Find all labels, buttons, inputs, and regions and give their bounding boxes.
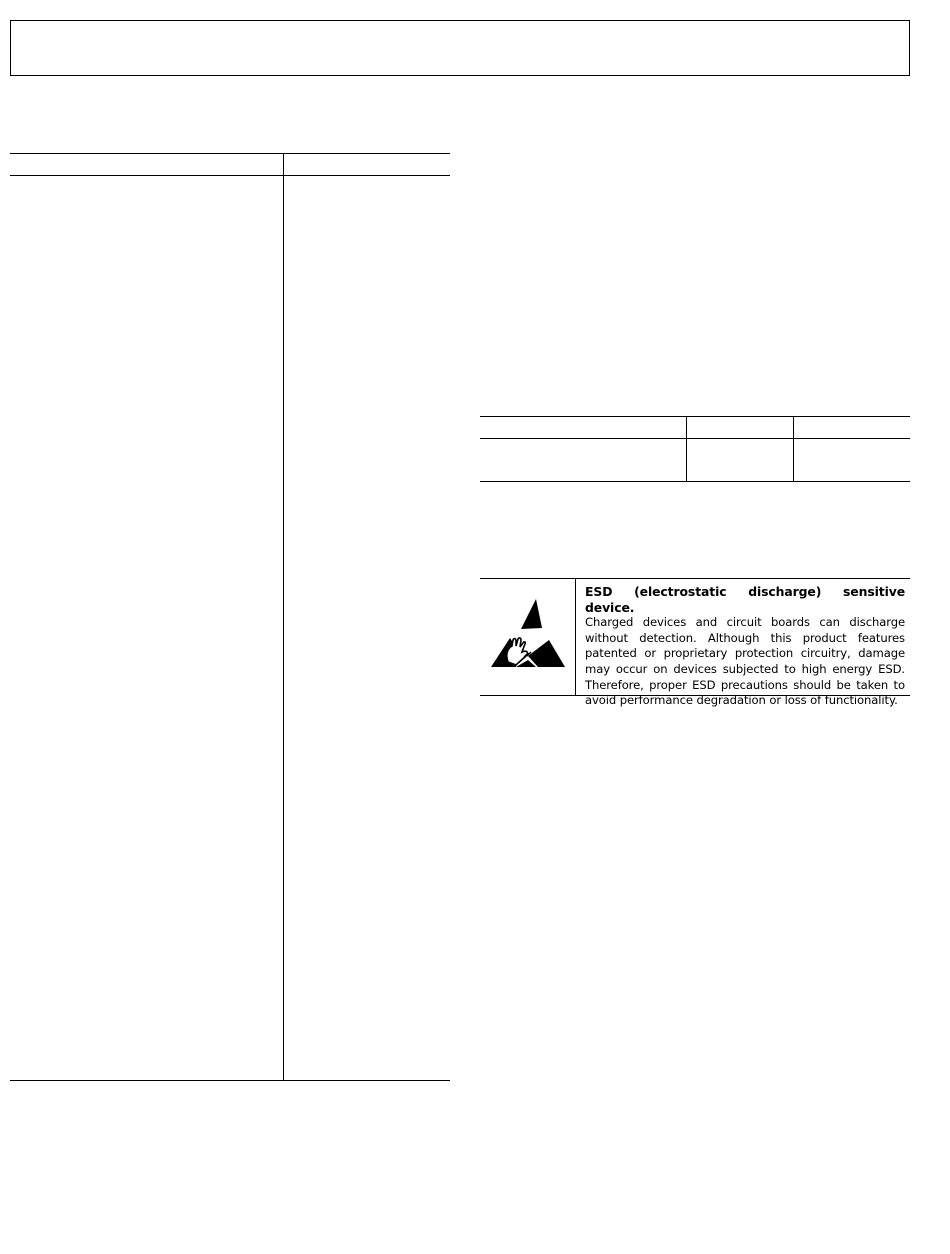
table-top-rule <box>480 416 910 417</box>
table-header-rule <box>10 175 450 176</box>
header-divider <box>531 21 532 75</box>
esd-caution-text <box>585 584 905 709</box>
table-top-rule <box>10 153 450 154</box>
table-column-divider <box>793 416 794 482</box>
table-column-divider <box>686 416 687 482</box>
esd-warning-icon <box>488 596 570 674</box>
esd-caution-box <box>480 578 910 708</box>
esd-divider <box>575 578 576 696</box>
esd-caution-title: ESD (electrostatic discharge) sensitive device. <box>585 584 905 615</box>
table-bottom-rule <box>480 481 910 482</box>
table-column-divider <box>283 153 284 1081</box>
table-header-rule <box>480 438 910 439</box>
table-bottom-rule <box>10 1080 450 1081</box>
thermal-resistance-table <box>480 416 910 482</box>
esd-top-rule <box>480 578 910 579</box>
esd-caution-body: Charged devices and circuit boards can discharge without detection. Although this product features patented or proprietary protection circuitry, damage may occur on devices subjected to high energy ESD. Therefore, proper ESD precautions should be taken to avoid performance degradation or loss of functionality. <box>585 615 905 708</box>
page-header-box <box>10 20 910 76</box>
absolute-maximum-ratings-table <box>10 153 450 1081</box>
